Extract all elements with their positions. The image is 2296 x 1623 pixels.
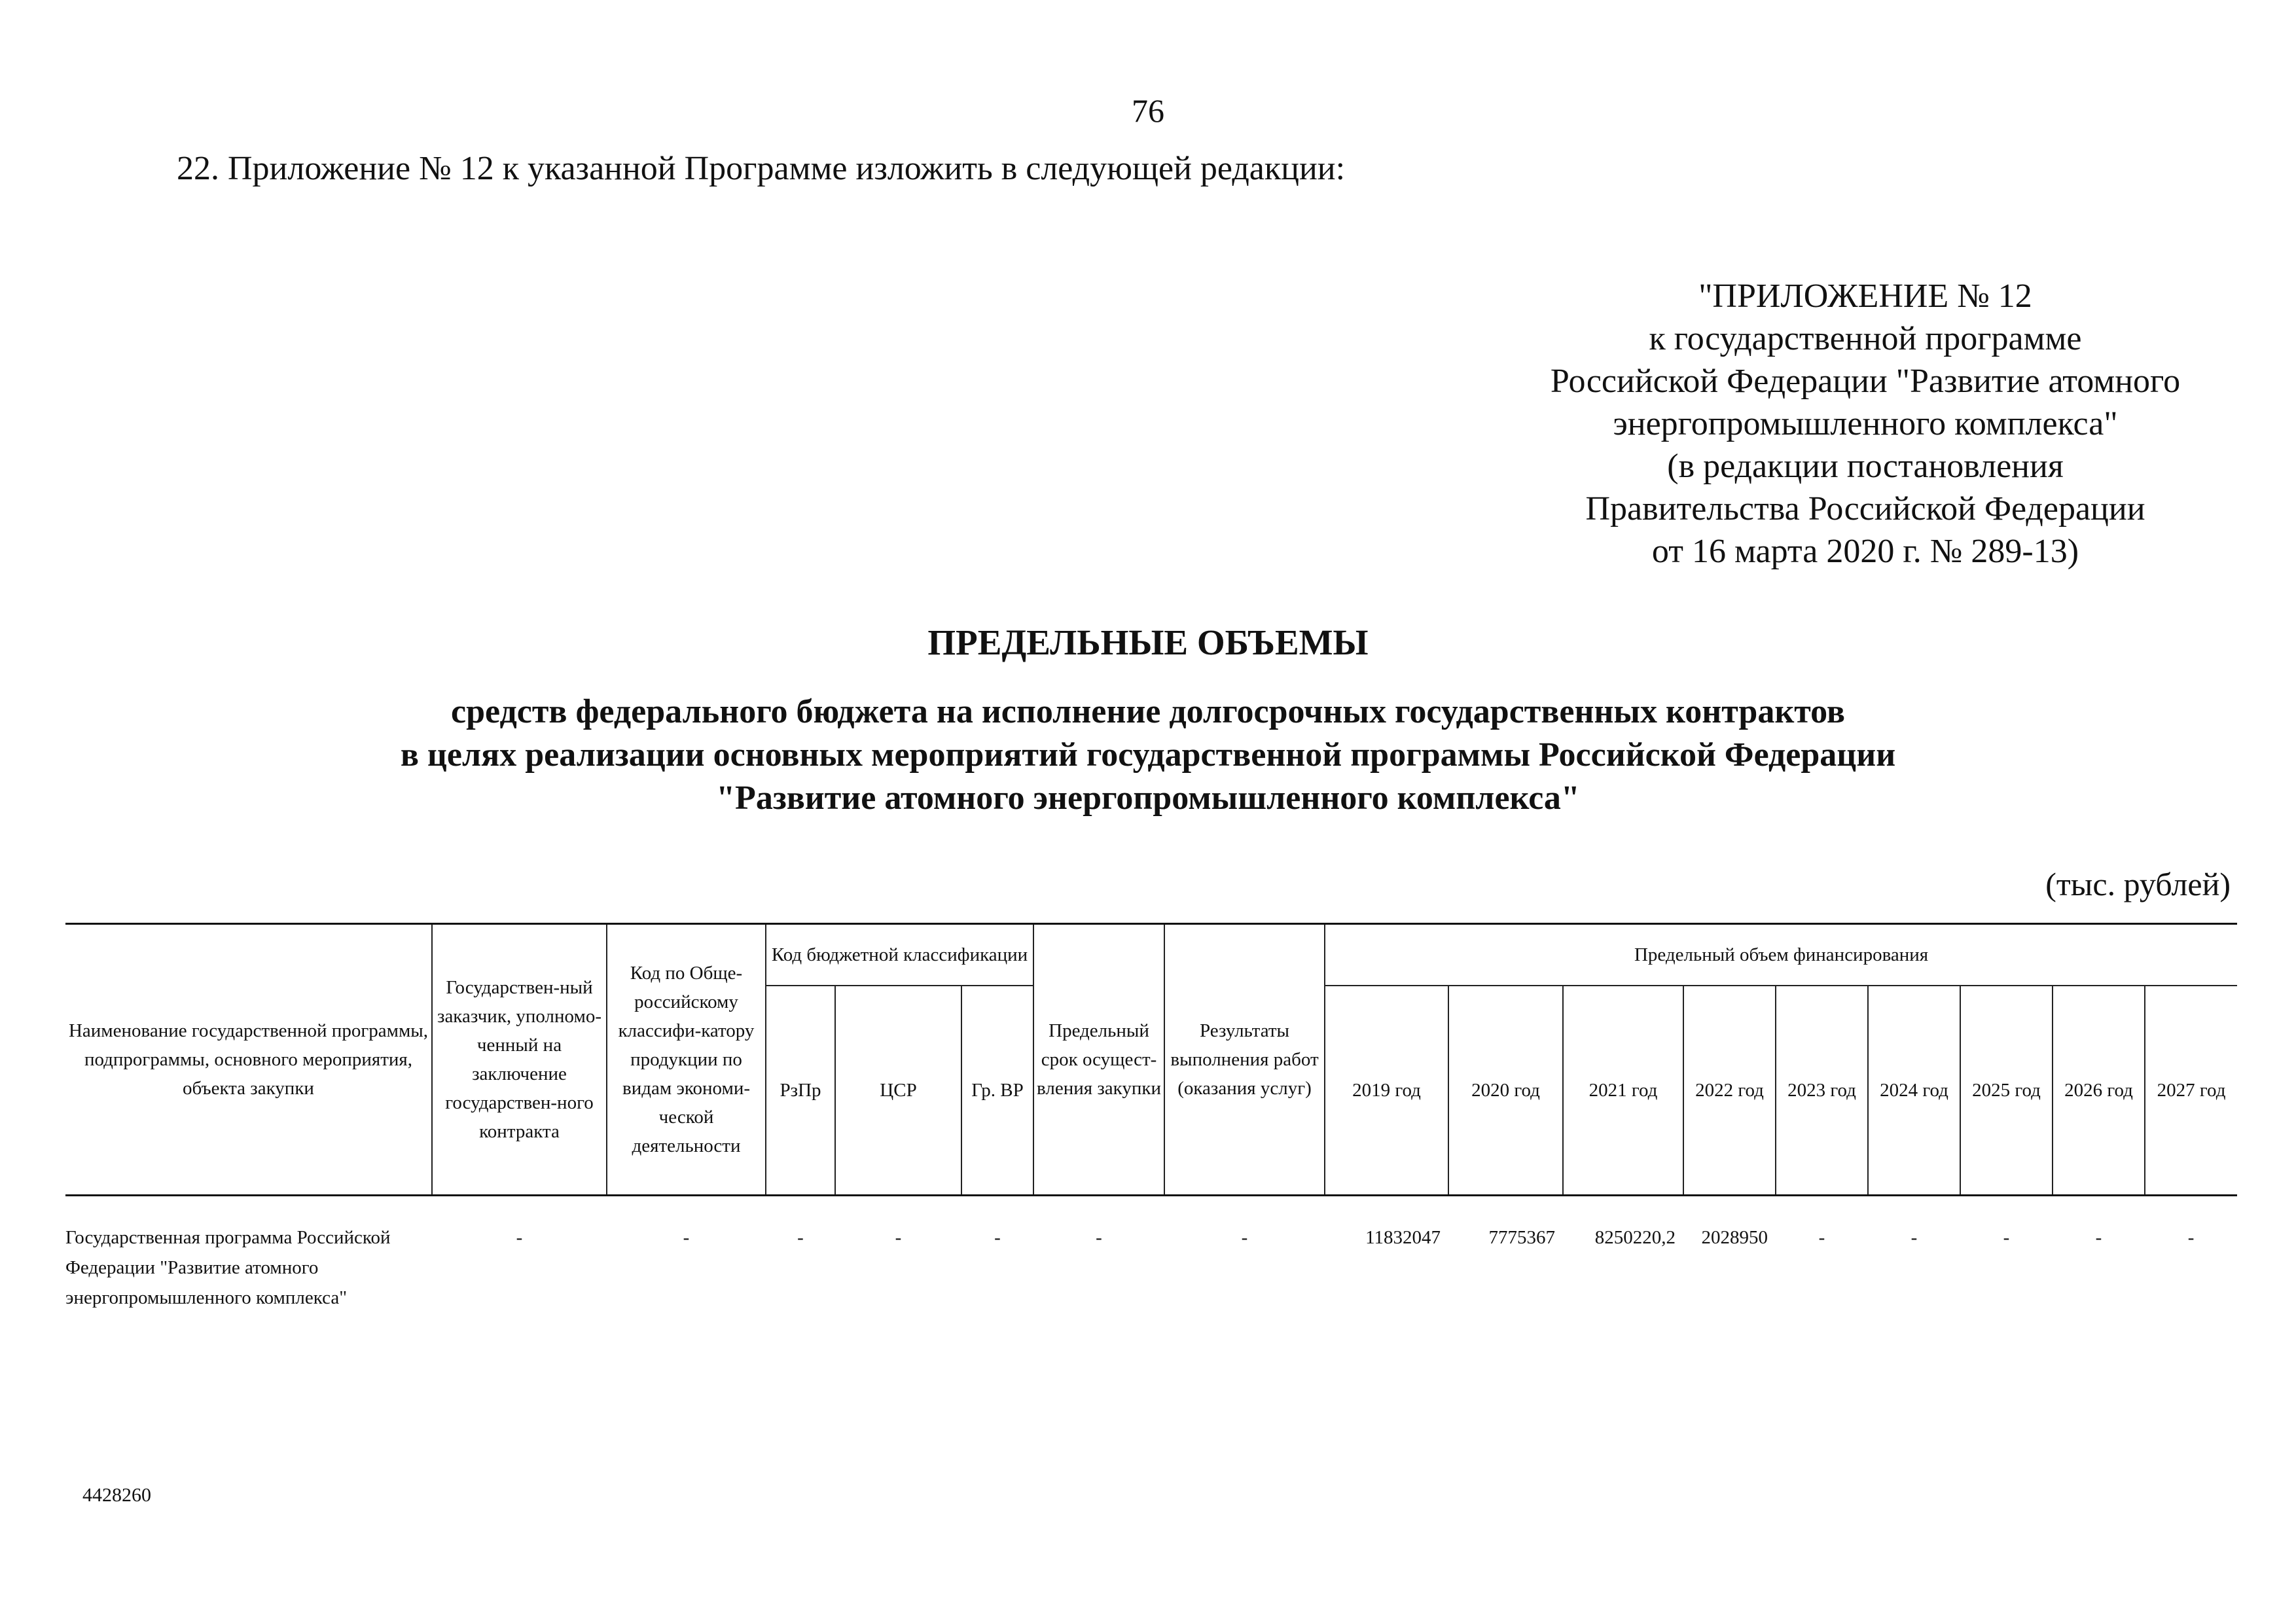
intro-paragraph: 22. Приложение № 12 к указанной Программе изложить в следующей редакции: [177, 150, 1346, 187]
header-deadline: Предельный срок осущест-вления закупки [1033, 924, 1164, 1196]
appendix-line: к государственной программе [1649, 320, 2082, 357]
header-year-2025: 2025 год [1960, 986, 2053, 1195]
table-row [65, 1222, 2237, 1313]
units-label: (тыс. рублей) [2045, 866, 2231, 902]
row-value-2021: 8250220,2 [1594, 1226, 1676, 1248]
appendix-header [1440, 275, 2291, 573]
row-rzpr: - [797, 1226, 804, 1248]
header-year-2020: 2020 год [1448, 986, 1563, 1195]
header-rzpr: РзПр [766, 986, 835, 1195]
funding-table [65, 923, 2237, 1313]
document-code: 4428260 [82, 1484, 151, 1506]
subtitle-line: средств федерального бюджета на исполнение долгосрочных государственных контрактов [451, 693, 1845, 730]
row-value-2027: - [2187, 1226, 2195, 1248]
row-results: - [1241, 1226, 1248, 1248]
row-value-2019: 11832047 [1365, 1226, 1441, 1248]
header-year-2027: 2027 год [2145, 986, 2237, 1195]
header-name: Наименование государственной программы, подпрограммы, основного мероприятия, объекта закупки [65, 924, 432, 1196]
row-value-2024: - [1910, 1226, 1918, 1248]
row-csr: - [895, 1226, 902, 1248]
header-year-2023: 2023 год [1776, 986, 1868, 1195]
row-grvr: - [994, 1226, 1001, 1248]
row-name: Государственная программа Российской Федерации "Развитие атомного энергопромышленного комплекса" [65, 1226, 391, 1308]
header-year-2022: 2022 год [1683, 986, 1776, 1195]
header-customer: Государствен-ный заказчик, уполномо-ченный на заключение государствен-ного контракта [432, 924, 607, 1196]
subtitle-line: "Развитие атомного энергопромышленного комплекса" [716, 779, 1580, 817]
appendix-line: "ПРИЛОЖЕНИЕ № 12 [1698, 277, 2032, 315]
row-deadline: - [1096, 1226, 1102, 1248]
appendix-line: (в редакции постановления [1667, 448, 2064, 485]
row-value-2025: - [2003, 1226, 2010, 1248]
row-okpd: - [683, 1226, 690, 1248]
document-title: ПРЕДЕЛЬНЫЕ ОБЪЕМЫ [927, 622, 1369, 662]
appendix-line: Правительства Российской Федерации [1585, 490, 2145, 527]
appendix-line: от 16 марта 2020 г. № 289-13) [1651, 533, 2079, 570]
header-grvr: Гр. ВР [961, 986, 1033, 1195]
document-subtitle [0, 690, 2296, 820]
header-year-2021: 2021 год [1563, 986, 1683, 1195]
header-year-2026: 2026 год [2053, 986, 2145, 1195]
header-budget-code: Код бюджетной классификации [766, 924, 1033, 986]
row-value-2023: - [1818, 1226, 1825, 1248]
appendix-line: энергопромышленного комплекса" [1613, 405, 2118, 442]
row-value-2026: - [2095, 1226, 2102, 1248]
header-okpd: Код по Обще-российскому классифи-катору продукции по видам экономи-ческой деятельности [607, 924, 766, 1196]
page-number: 76 [1132, 92, 1164, 129]
header-year-2024: 2024 год [1868, 986, 1960, 1195]
row-value-2022: 2028950 [1701, 1226, 1768, 1248]
header-funding: Предельный объем финансирования [1325, 924, 2237, 986]
header-csr: ЦСР [835, 986, 961, 1195]
header-year-2019: 2019 год [1325, 986, 1448, 1195]
subtitle-line: в целях реализации основных мероприятий государственной программы Российской Федерации [400, 736, 1896, 774]
appendix-line: Российской Федерации "Развитие атомного [1550, 363, 2181, 400]
row-customer: - [516, 1226, 523, 1248]
row-value-2020: 7775367 [1488, 1226, 1556, 1248]
header-results: Результаты выполнения работ (оказания услуг) [1164, 924, 1325, 1196]
